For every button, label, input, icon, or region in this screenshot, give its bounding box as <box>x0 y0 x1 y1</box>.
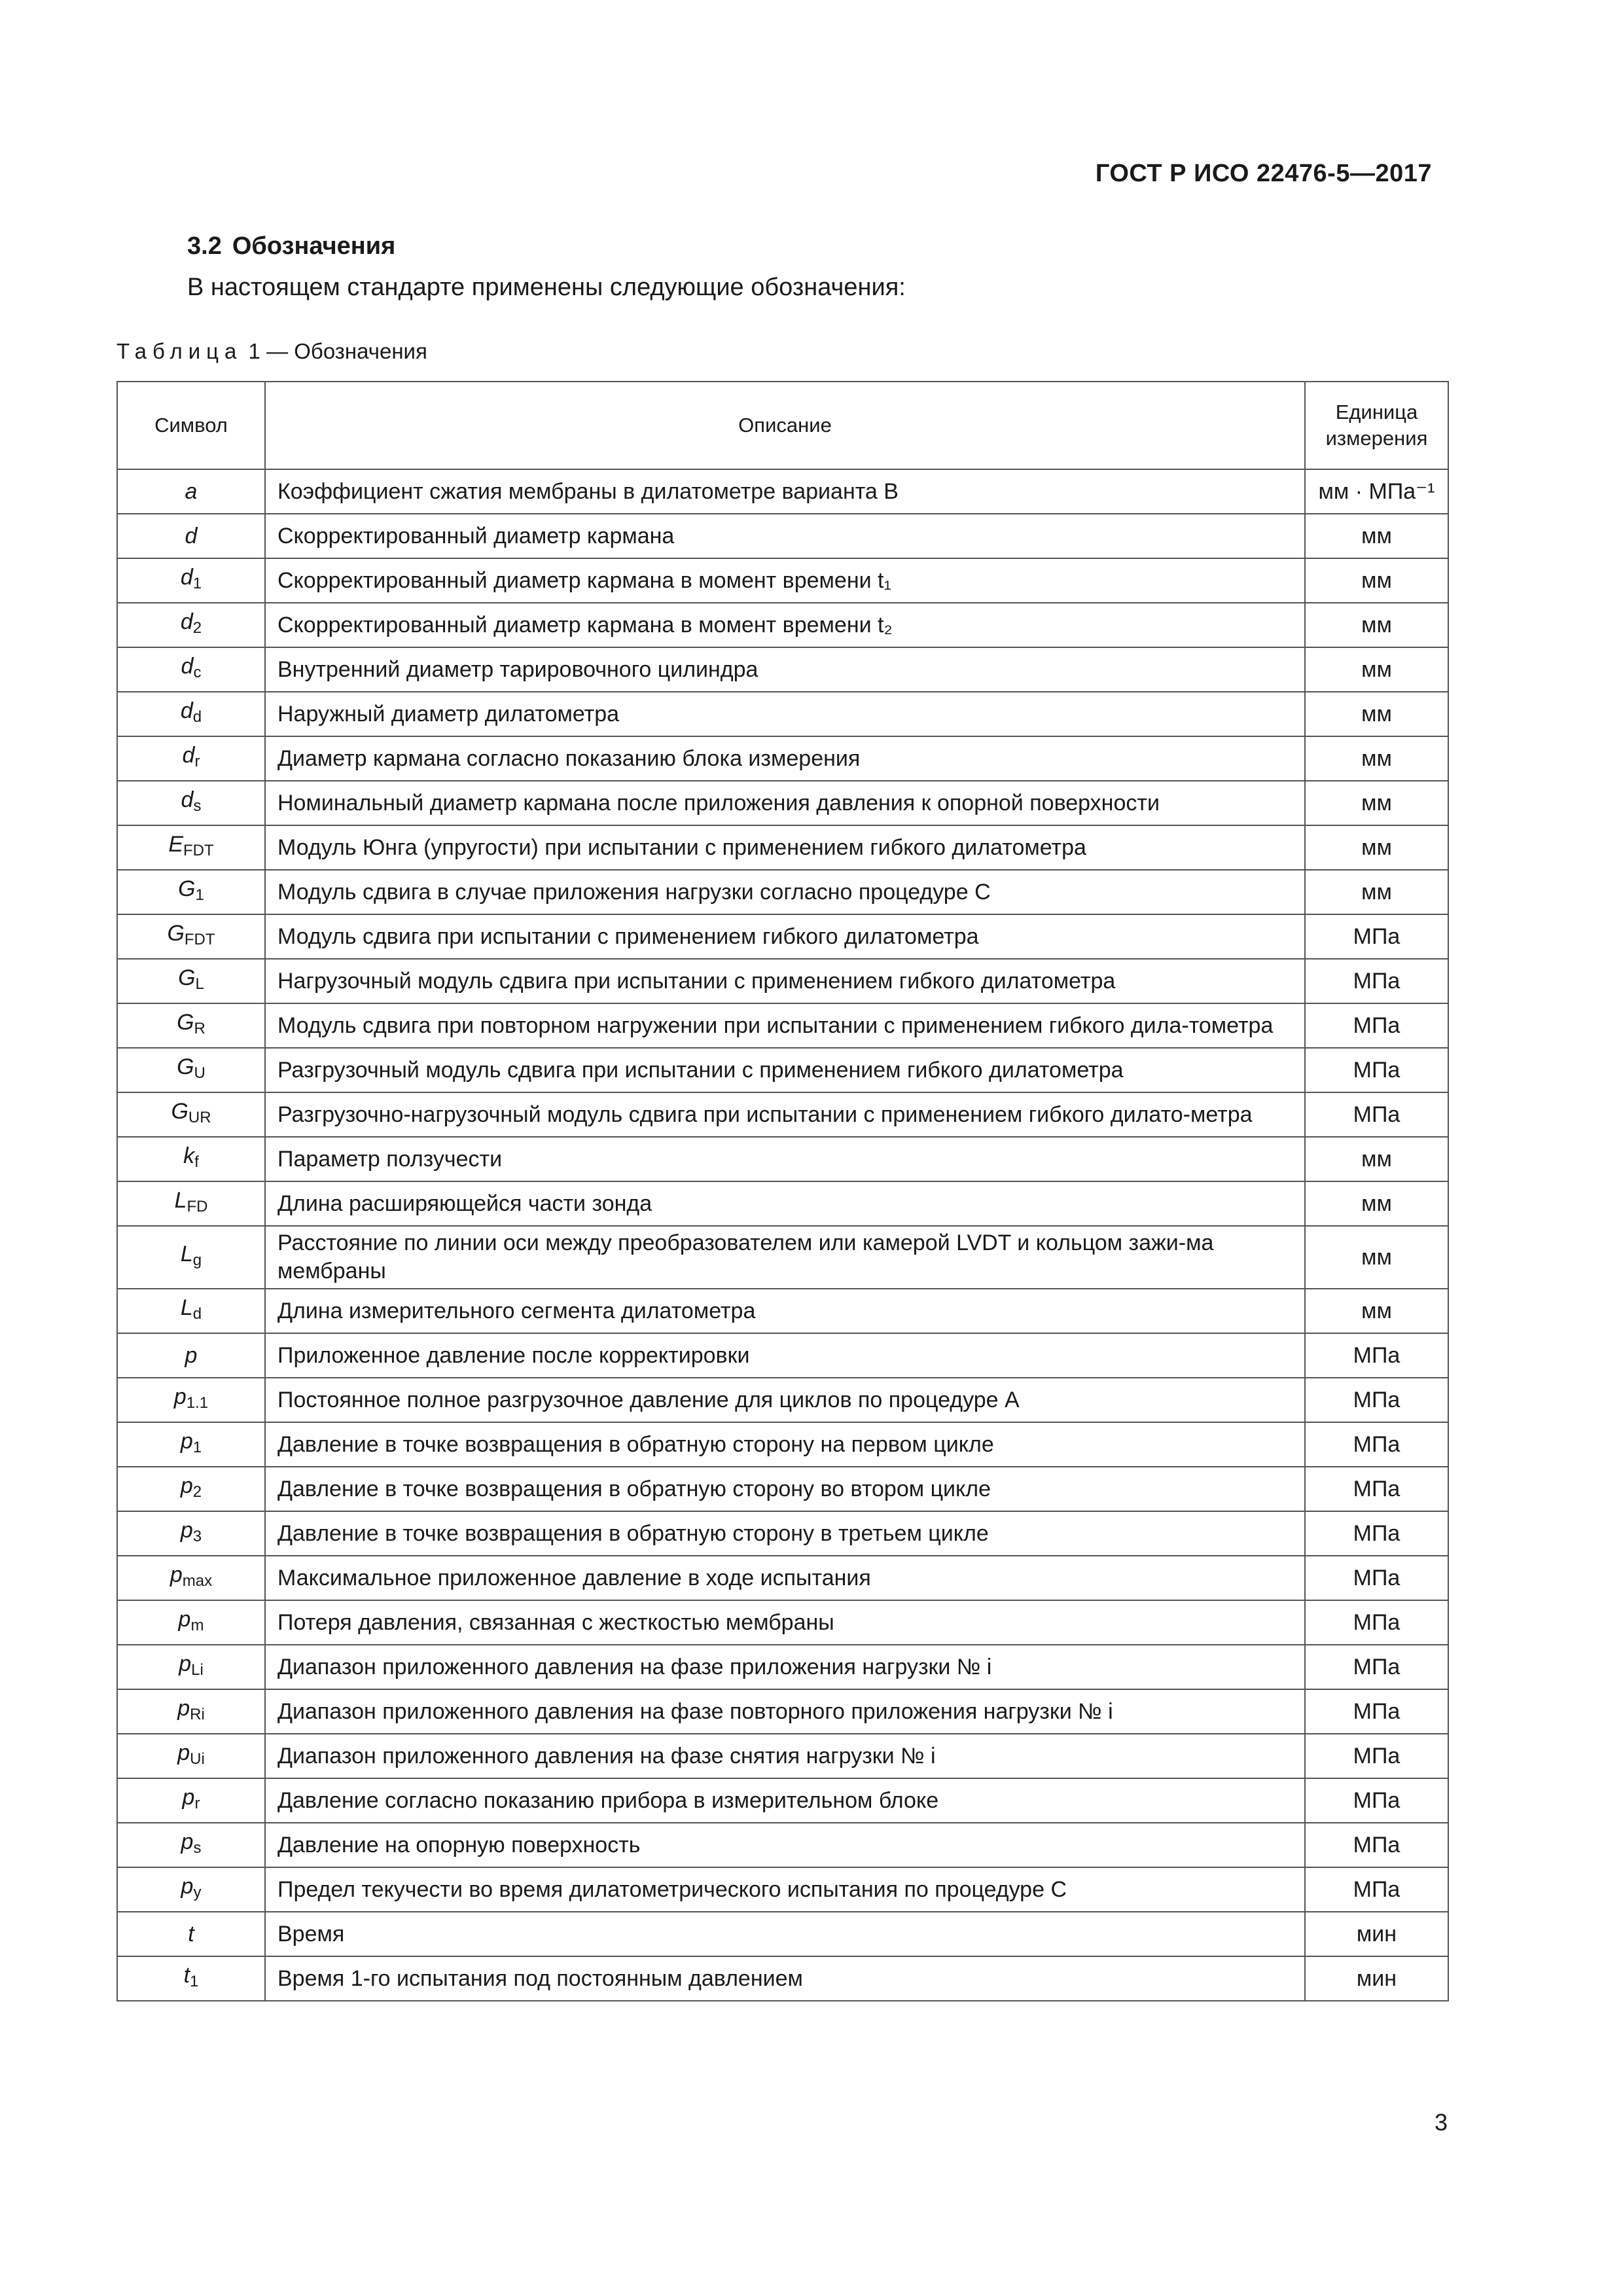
symbol-base: G <box>167 921 185 946</box>
description-cell: Скорректированный диаметр кармана в момент времени t₁ <box>265 558 1305 603</box>
section-intro: В настоящем стандарте применены следующие обозначения: <box>187 274 906 301</box>
table-caption-text: 1 — Обозначения <box>242 339 427 363</box>
section-title: Обозначения <box>232 232 396 260</box>
table-row <box>117 1689 1448 1734</box>
header-unit <box>1305 382 1448 469</box>
symbol-cell <box>117 1511 265 1556</box>
description-cell: Разгрузочный модуль сдвига при испытании с применением гибкого дилатометра <box>265 1048 1305 1092</box>
table-caption <box>116 339 427 364</box>
symbol-cell <box>117 603 265 647</box>
symbol-base: d <box>181 654 194 679</box>
symbol-base: p <box>185 1342 198 1368</box>
symbol-base: G <box>178 965 196 990</box>
header-symbol: Символ <box>117 382 265 469</box>
symbol-cell <box>117 1181 265 1226</box>
table-header-row <box>117 382 1448 469</box>
symbol-cell <box>117 692 265 736</box>
table-body <box>117 469 1448 2001</box>
symbol-base: p <box>169 1562 183 1587</box>
unit-cell: МПа <box>1305 1823 1448 1867</box>
table-row <box>117 1289 1448 1333</box>
symbol-base: p <box>179 1651 192 1676</box>
unit-cell: мм <box>1305 647 1448 692</box>
symbol-cell <box>117 1289 265 1333</box>
symbol-base: p <box>173 1384 187 1409</box>
header-description: Описание <box>265 382 1305 469</box>
unit-cell: мм <box>1305 692 1448 736</box>
symbol-subscript: d <box>192 708 202 726</box>
symbol-base: E <box>168 832 184 857</box>
symbol-cell <box>117 1092 265 1137</box>
symbol-base: d <box>180 698 193 723</box>
unit-cell: МПа <box>1305 1048 1448 1092</box>
symbol-cell <box>117 1689 265 1734</box>
unit-cell: мм <box>1305 736 1448 781</box>
symbol-base: p <box>180 1473 193 1498</box>
unit-cell: МПа <box>1305 1511 1448 1556</box>
symbol-base: d <box>180 565 193 590</box>
description-cell: Модуль сдвига при повторном нагружении при испытании с применением гибкого дила-тометра <box>265 1003 1305 1048</box>
document-code: ГОСТ Р ИСО 22476-5—2017 <box>1095 160 1432 187</box>
unit-cell: мм <box>1305 1181 1448 1226</box>
symbol-subscript: L <box>195 975 204 993</box>
symbol-subscript: m <box>190 1617 204 1634</box>
unit-cell: МПа <box>1305 914 1448 959</box>
table-row <box>117 1226 1448 1289</box>
symbol-base: d <box>185 523 198 548</box>
unit-cell: мм <box>1305 1226 1448 1289</box>
symbol-base: L <box>174 1188 187 1213</box>
symbol-subscript: g <box>192 1251 202 1269</box>
symbol-cell <box>117 1823 265 1867</box>
table-row <box>117 1181 1448 1226</box>
symbol-base: p <box>181 1874 194 1899</box>
symbol-subscript: y <box>193 1884 202 1901</box>
table-caption-label: Таблица <box>116 339 243 363</box>
symbol-cell <box>117 736 265 781</box>
section-number: 3.2 <box>187 232 222 260</box>
symbol-cell <box>117 1600 265 1645</box>
table-row <box>117 1600 1448 1645</box>
symbol-subscript: s <box>193 797 202 815</box>
symbol-cell <box>117 647 265 692</box>
symbol-subscript: c <box>193 664 202 681</box>
description-cell: Диапазон приложенного давления на фазе снятия нагрузки № i <box>265 1734 1305 1778</box>
symbol-base: p <box>178 1607 191 1632</box>
symbol-subscript: max <box>182 1572 213 1590</box>
table-row <box>117 1556 1448 1600</box>
description-cell: Модуль сдвига в случае приложения нагрузки согласно процедуре C <box>265 870 1305 914</box>
symbol-subscript: s <box>193 1839 202 1857</box>
unit-cell: МПа <box>1305 1600 1448 1645</box>
symbol-subscript: f <box>194 1153 199 1171</box>
description-cell: Приложенное давление после корректировки <box>265 1333 1305 1378</box>
symbol-subscript: 2 <box>192 1483 202 1501</box>
description-cell: Потеря давления, связанная с жесткостью мембраны <box>265 1600 1305 1645</box>
symbol-base: p <box>177 1740 190 1765</box>
header-unit-line1: Единица <box>1335 401 1418 423</box>
symbol-subscript: FDT <box>184 931 215 948</box>
unit-cell: МПа <box>1305 1867 1448 1912</box>
unit-cell: мм <box>1305 870 1448 914</box>
table-row <box>117 870 1448 914</box>
symbol-cell <box>117 1734 265 1778</box>
description-cell: Давление на опорную поверхность <box>265 1823 1305 1867</box>
description-cell: Диаметр кармана согласно показанию блока измерения <box>265 736 1305 781</box>
table-row <box>117 1048 1448 1092</box>
symbol-cell <box>117 558 265 603</box>
table-row <box>117 1333 1448 1378</box>
unit-cell: мм <box>1305 514 1448 558</box>
table-row <box>117 959 1448 1003</box>
table-row <box>117 1823 1448 1867</box>
symbol-subscript: d <box>192 1305 202 1323</box>
table-row <box>117 1912 1448 1956</box>
symbol-base: G <box>171 1099 188 1124</box>
symbol-cell <box>117 469 265 514</box>
symbol-subscript: R <box>194 1020 205 1037</box>
unit-cell: МПа <box>1305 1378 1448 1422</box>
table-row <box>117 1511 1448 1556</box>
table-row <box>117 647 1448 692</box>
symbol-subscript: FD <box>187 1198 208 1215</box>
symbol-cell <box>117 1422 265 1467</box>
symbol-subscript: 2 <box>192 619 202 637</box>
table-row <box>117 1778 1448 1823</box>
symbol-subscript: FDT <box>183 842 214 859</box>
symbol-base: p <box>182 1785 195 1810</box>
symbol-cell <box>117 1467 265 1511</box>
section-heading <box>187 232 395 260</box>
symbol-cell <box>117 514 265 558</box>
table-row <box>117 914 1448 959</box>
description-cell: Давление в точке возвращения в обратную сторону в третьем цикле <box>265 1511 1305 1556</box>
symbol-cell <box>117 1003 265 1048</box>
symbol-base: p <box>181 1829 194 1854</box>
symbol-base: L <box>180 1295 193 1320</box>
symbol-subscript: r <box>194 1795 200 1812</box>
unit-cell: мм <box>1305 781 1448 825</box>
unit-cell: мм <box>1305 558 1448 603</box>
symbol-cell <box>117 1956 265 2001</box>
symbol-base: L <box>180 1242 193 1266</box>
table-row <box>117 736 1448 781</box>
notation-table <box>116 381 1449 2001</box>
symbol-subscript: 3 <box>192 1528 202 1545</box>
symbol-base: G <box>177 1010 194 1035</box>
unit-cell: мм <box>1305 825 1448 870</box>
symbol-cell <box>117 1333 265 1378</box>
description-cell: Нагрузочный модуль сдвига при испытании с применением гибкого дилатометра <box>265 959 1305 1003</box>
symbol-cell <box>117 1912 265 1956</box>
description-cell: Диапазон приложенного давления на фазе повторного приложения нагрузки № i <box>265 1689 1305 1734</box>
unit-cell: МПа <box>1305 1645 1448 1689</box>
table-row <box>117 1956 1448 2001</box>
description-cell: Время 1-го испытания под постоянным давлением <box>265 1956 1305 2001</box>
description-cell: Расстояние по линии оси между преобразователем или камерой LVDT и кольцом зажи-ма мембраны <box>265 1226 1305 1289</box>
symbol-base: d <box>181 787 194 812</box>
symbol-subscript: 1.1 <box>186 1394 209 1412</box>
symbol-base: p <box>180 1518 193 1543</box>
symbol-cell <box>117 825 265 870</box>
table-row <box>117 1734 1448 1778</box>
table-row <box>117 692 1448 736</box>
table-row <box>117 1003 1448 1048</box>
symbol-base: t <box>183 1963 190 1988</box>
header-unit-line2: измерения <box>1325 427 1428 450</box>
description-cell: Длина расширяющейся части зонда <box>265 1181 1305 1226</box>
symbol-cell <box>117 781 265 825</box>
symbol-base: G <box>177 1054 194 1079</box>
unit-cell: МПа <box>1305 1092 1448 1137</box>
symbol-base: d <box>182 743 195 768</box>
table-row <box>117 469 1448 514</box>
unit-cell: мм <box>1305 1289 1448 1333</box>
table-row <box>117 1378 1448 1422</box>
symbol-cell <box>117 1645 265 1689</box>
description-cell: Максимальное приложенное давление в ходе испытания <box>265 1556 1305 1600</box>
symbol-subscript: 1 <box>195 886 204 904</box>
symbol-cell <box>117 1556 265 1600</box>
description-cell: Постоянное полное разгрузочное давление для циклов по процедуре A <box>265 1378 1305 1422</box>
description-cell: Давление в точке возвращения в обратную сторону на первом цикле <box>265 1422 1305 1467</box>
table-row <box>117 514 1448 558</box>
unit-cell: МПа <box>1305 1003 1448 1048</box>
symbol-cell <box>117 1867 265 1912</box>
symbol-subscript: 1 <box>192 575 202 592</box>
symbol-subscript: U <box>194 1064 205 1082</box>
description-cell: Номинальный диаметр кармана после приложения давления к опорной поверхности <box>265 781 1305 825</box>
unit-cell: МПа <box>1305 1556 1448 1600</box>
table-row <box>117 781 1448 825</box>
unit-cell: мм <box>1305 603 1448 647</box>
symbol-base: p <box>180 1429 193 1454</box>
symbol-subscript: 1 <box>192 1439 202 1456</box>
symbol-base: p <box>177 1696 190 1721</box>
symbol-subscript: Ui <box>190 1750 205 1768</box>
description-cell: Скорректированный диаметр кармана <box>265 514 1305 558</box>
symbol-base: k <box>183 1143 195 1168</box>
table-row <box>117 1422 1448 1467</box>
symbol-cell <box>117 1226 265 1289</box>
unit-cell: мин <box>1305 1912 1448 1956</box>
description-cell: Давление согласно показанию прибора в измерительном блоке <box>265 1778 1305 1823</box>
unit-cell: мм <box>1305 1137 1448 1181</box>
symbol-cell <box>117 1378 265 1422</box>
description-cell: Разгрузочно-нагрузочный модуль сдвига при испытании с применением гибкого дилато-метра <box>265 1092 1305 1137</box>
page-number: 3 <box>1434 2109 1448 2136</box>
table-row <box>117 1467 1448 1511</box>
symbol-cell <box>117 959 265 1003</box>
symbol-subscript: 1 <box>190 1973 199 1990</box>
symbol-cell <box>117 870 265 914</box>
symbol-cell <box>117 1137 265 1181</box>
table-row <box>117 558 1448 603</box>
unit-cell: мм · МПа⁻¹ <box>1305 469 1448 514</box>
table-row <box>117 1092 1448 1137</box>
symbol-base: a <box>185 478 198 504</box>
table-row <box>117 1137 1448 1181</box>
symbol-subscript: Li <box>191 1661 204 1679</box>
symbol-base: G <box>178 876 196 901</box>
unit-cell: МПа <box>1305 1734 1448 1778</box>
unit-cell: МПа <box>1305 1422 1448 1467</box>
symbol-cell <box>117 914 265 959</box>
table-row <box>117 825 1448 870</box>
description-cell: Параметр ползучести <box>265 1137 1305 1181</box>
unit-cell: МПа <box>1305 959 1448 1003</box>
table-row <box>117 603 1448 647</box>
symbol-base: t <box>188 1921 194 1946</box>
unit-cell: МПа <box>1305 1689 1448 1734</box>
symbol-subscript: r <box>194 753 200 770</box>
symbol-subscript: Ri <box>190 1706 205 1723</box>
description-cell: Модуль Юнга (упругости) при испытании с применением гибкого дилатометра <box>265 825 1305 870</box>
description-cell: Внутренний диаметр тарировочного цилиндра <box>265 647 1305 692</box>
unit-cell: МПа <box>1305 1467 1448 1511</box>
symbol-cell <box>117 1048 265 1092</box>
description-cell: Предел текучести во время дилатометрического испытания по процедуре C <box>265 1867 1305 1912</box>
description-cell: Наружный диаметр дилатометра <box>265 692 1305 736</box>
description-cell: Коэффициент сжатия мембраны в дилатометре варианта B <box>265 469 1305 514</box>
symbol-subscript: UR <box>188 1109 211 1126</box>
description-cell: Длина измерительного сегмента дилатометра <box>265 1289 1305 1333</box>
symbol-base: d <box>180 609 193 634</box>
description-cell: Диапазон приложенного давления на фазе приложения нагрузки № i <box>265 1645 1305 1689</box>
unit-cell: мин <box>1305 1956 1448 2001</box>
table-row <box>117 1645 1448 1689</box>
description-cell: Скорректированный диаметр кармана в момент времени t₂ <box>265 603 1305 647</box>
description-cell: Модуль сдвига при испытании с применением гибкого дилатометра <box>265 914 1305 959</box>
table-row <box>117 1867 1448 1912</box>
unit-cell: МПа <box>1305 1333 1448 1378</box>
description-cell: Время <box>265 1912 1305 1956</box>
symbol-cell <box>117 1778 265 1823</box>
description-cell: Давление в точке возвращения в обратную сторону во втором цикле <box>265 1467 1305 1511</box>
unit-cell: МПа <box>1305 1778 1448 1823</box>
